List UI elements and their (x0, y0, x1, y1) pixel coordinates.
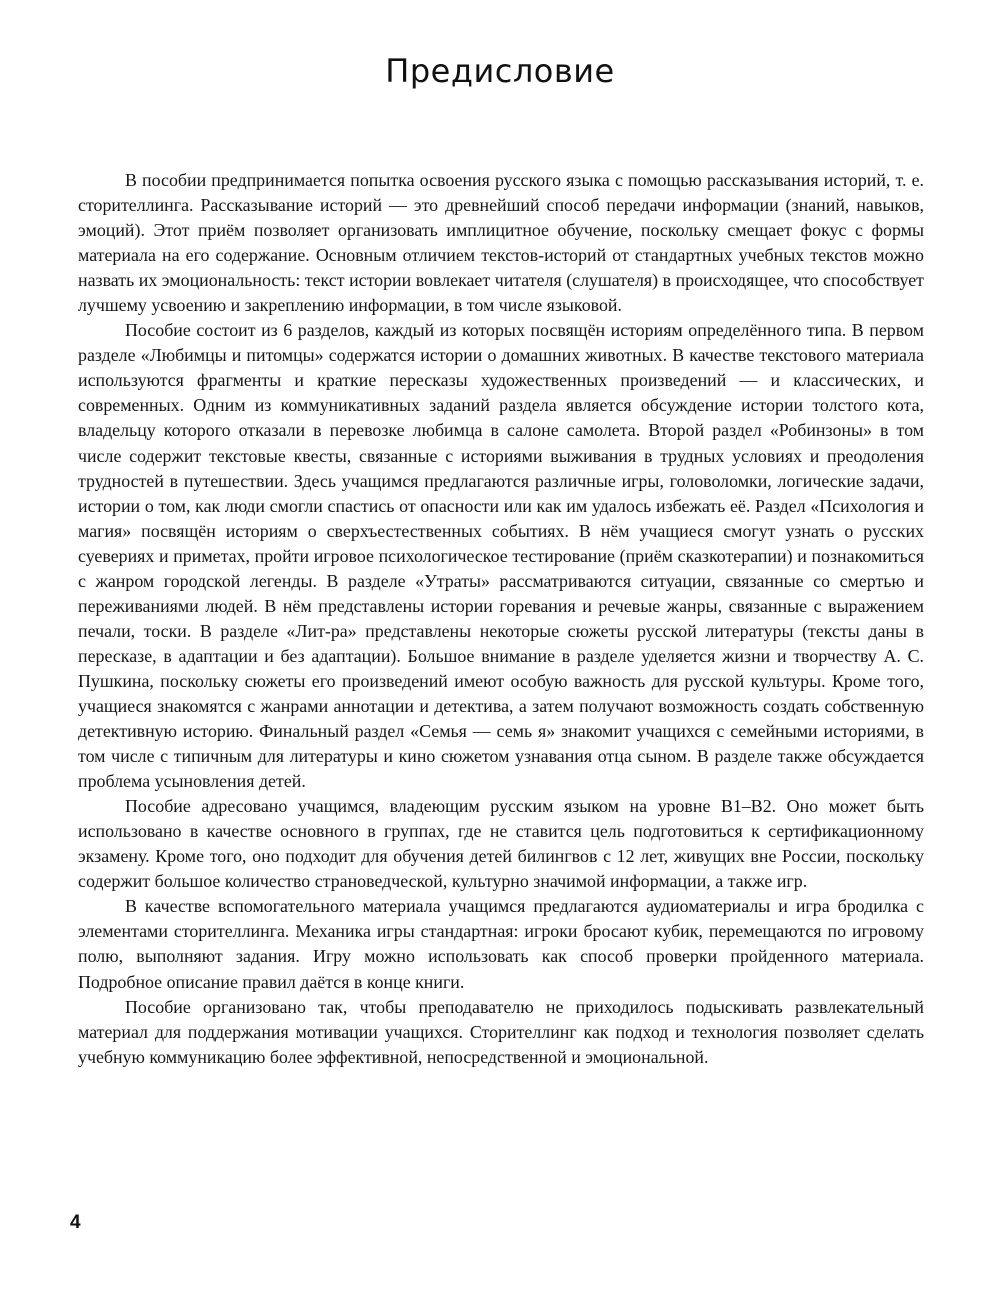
paragraph: Пособие адресовано учащимся, владеющим русским языком на уровне В1–В2. Оно может быть использовано в качестве основного в группах, где не ставится цель подготовиться к сертификационному экзамену. Кроме того, оно подходит для обучения детей билингвов с 12 лет, живущих вне России, поскольку содержит большое количество страноведческой, культурно значимой информации, а также игр. (78, 796, 924, 892)
page-number: 4 (70, 1212, 81, 1233)
paragraph: В качестве вспомогательного материала учащимся предлагаются аудиоматериалы и игра бродилка с элементами сторителлинга. Механика игры стандартная: игроки бросают кубик, перемещаются по игровому полю, выполняют задания. Игру можно использовать как способ проверки пройденного материала. Подробное описание правил даётся в конце книги. (78, 896, 924, 992)
paragraph: Пособие состоит из 6 разделов, каждый из которых посвящён историям определённого типа. В первом разделе «Любимцы и питомцы» содержатся истории о домашних животных. В качестве текстового материала используются фрагменты и краткие пересказы художественных произведений — и классических, и современных. Одним из коммуникативных заданий раздела является обсуждение истории толстого кота, владельцу которого отказали в перевозке любимца в салоне самолета. Второй раздел «Робинзоны» в том числе содержит текстовые квесты, связанные с историями выживания в трудных условиях и преодоления трудностей в путешествии. Здесь учащимся предлагаются различные игры, головоломки, логические задачи, истории о том, как люди смогли спастись от опасности или как им удалось избежать её. Раздел «Психология и магия» посвящён историям о сверхъестественных событиях. В нём учащиеся смогут узнать о русских суевериях и приметах, пройти игровое психологическое тестирование (приём сказкотерапии) и познакомиться с жанром городской легенды. В разделе «Утраты» рассматриваются ситуации, связанные со смертью и переживаниями людей. В нём представлены истории горевания и речевые жанры, связанные с выражением печали, тоски. В разделе «Лит-ра» представлены некоторые сюжеты русской литературы (тексты даны в пересказе, в адаптации и без адаптации). Большое внимание в разделе уделяется жизни и творчеству А. С. Пушкина, поскольку сюжеты его произведений имеют особую важность для русской культуры. Кроме того, учащиеся знакомятся с жанрами аннотации и детектива, а затем получают возможность создать собственную детективную историю. Финальный раздел «Семья — семь я» знакомит учащихся с семейными историями, в том числе с типичным для литературы и кино сюжетом узнавания отца сыном. В разделе также обсуждается проблема усыновления детей. (78, 320, 924, 792)
page-title: Предисловие (385, 52, 615, 90)
paragraph: Пособие организовано так, чтобы преподавателю не приходилось подыскивать развлекательный материал для поддержания мотивации учащихся. Сторителлинг как подход и технология позволяет сделать учебную коммуникацию более эффективной, непосредственной и эмоциональной. (78, 996, 924, 1067)
body-text (78, 168, 924, 1070)
paragraph: В пособии предпринимается попытка освоения русского языка с помощью рассказывания историй, т. е. сторителлинга. Рассказывание историй — это древнейший способ передачи информации (знаний, навыков, эмоций). Этот приём позволяет организовать имплицитное обучение, поскольку смещает фокус с формы материала на его содержание. Основным отличием текстов-историй от стандартных учебных текстов можно назвать их эмоциональность: текст истории вовлекает читателя (слушателя) в происходящее, что способствует лучшему усвоению и закреплению информации, в том числе языковой. (78, 170, 924, 316)
